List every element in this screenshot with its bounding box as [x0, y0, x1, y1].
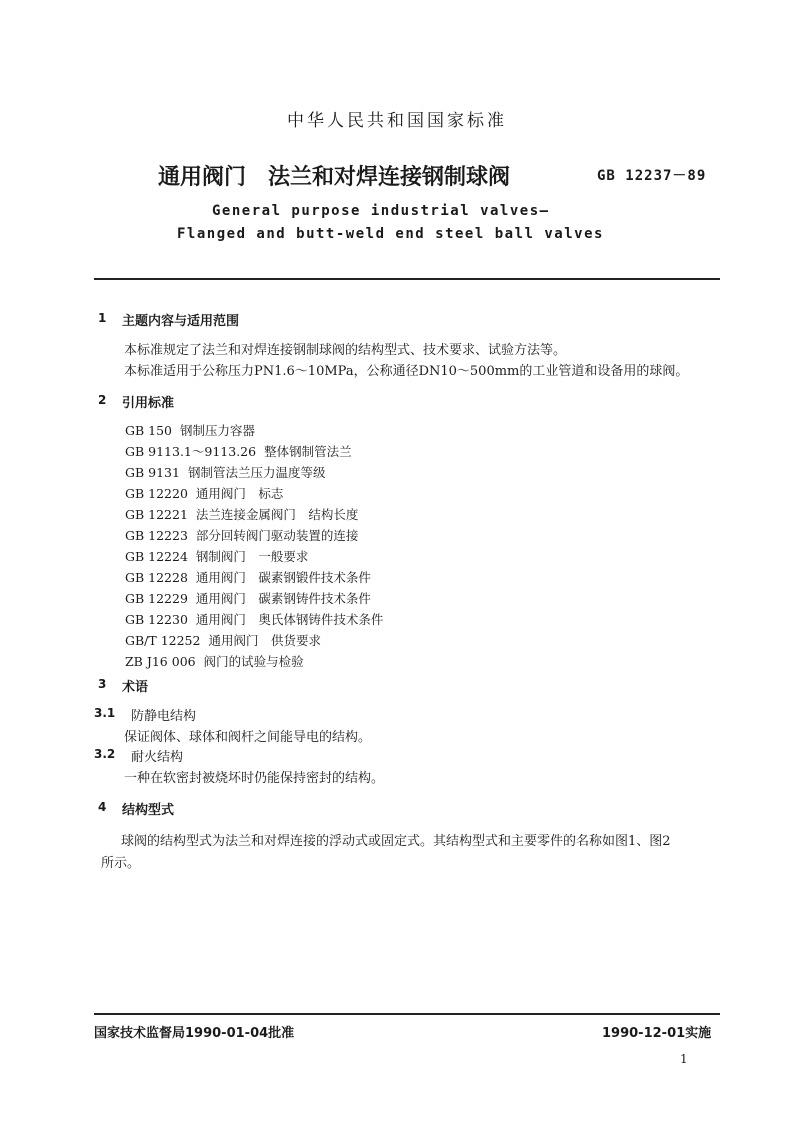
reference-item [125, 652, 304, 670]
reference-code: GB 12229 [125, 591, 188, 606]
section-2-number: 2 [98, 393, 107, 407]
reference-code: GB 9131 [125, 465, 180, 480]
document-title-en-line1: General purpose industrial valves— [212, 203, 550, 219]
reference-code: GB 12220 [125, 486, 188, 501]
document-title-en-line2: Flanged and butt-weld end steel ball valves [177, 226, 604, 242]
section-3-number: 3 [98, 677, 107, 691]
reference-title: 通用阀门 碳素钢铸件技术条件 [195, 591, 371, 606]
reference-code: GB 150 [125, 423, 173, 438]
section-4-title: 结构型式 [122, 803, 175, 818]
header-divider [94, 278, 720, 280]
reference-title: 通用阀门 奥氏体钢铸件技术条件 [195, 612, 384, 627]
reference-item [125, 505, 358, 523]
reference-code: GB 9113.1～9113.26 [125, 444, 257, 459]
section-1-para-2: 本标准适用于公称压力PN1.6～10MPa，公称通径DN10～500mm的工业管道和设备用的球阀。 [124, 364, 689, 379]
section-3-title: 术语 [122, 680, 149, 695]
reference-title: 钢制阀门 一般要求 [195, 549, 309, 564]
reference-title: 通用阀门 标志 [195, 486, 284, 501]
term-3-2-number: 3.2 [94, 747, 116, 761]
term-3-1-definition: 保证阀体、球体和阀杆之间能导电的结构。 [124, 730, 372, 745]
reference-item [125, 421, 255, 439]
reference-item [125, 484, 283, 502]
section-4-para-line-2: 所示。 [101, 856, 141, 871]
reference-title: 整体钢制管法兰 [264, 444, 352, 459]
section-1-title: 主题内容与适用范围 [122, 314, 240, 329]
approval-note: 国家技术监督局1990-01-04批准 [94, 1026, 295, 1041]
term-3-1-title: 防静电结构 [131, 709, 197, 724]
reference-item [125, 463, 325, 481]
reference-title: 部分回转阀门驱动装置的连接 [195, 528, 359, 543]
reference-code: ZB J16 006 [125, 654, 196, 669]
reference-title: 通用阀门 碳素钢锻件技术条件 [195, 570, 371, 585]
section-1-number: 1 [98, 311, 107, 325]
section-1-para-1: 本标准规定了法兰和对焊连接钢制球阀的结构型式、技术要求、试验方法等。 [124, 343, 567, 358]
effective-date: 1990-12-01实施 [602, 1026, 712, 1041]
reference-code: GB 12228 [125, 570, 188, 585]
reference-item [125, 568, 371, 586]
reference-title: 钢制压力容器 [180, 423, 256, 438]
footer-divider [94, 1013, 720, 1015]
term-3-2-definition: 一种在软密封被烧坏时仍能保持密封的结构。 [124, 771, 385, 786]
term-3-2-title: 耐火结构 [131, 750, 184, 765]
reference-code: GB 12224 [125, 549, 188, 564]
document-title-cn: 通用阀门 法兰和对焊连接钢制球阀 [158, 165, 511, 190]
reference-item [125, 589, 371, 607]
reference-item [125, 526, 358, 544]
national-standard-heading: 中华人民共和国国家标准 [287, 111, 507, 131]
section-2-title: 引用标准 [122, 396, 175, 411]
reference-title: 通用阀门 供货要求 [208, 633, 321, 648]
reference-item [125, 547, 308, 565]
reference-code: GB/T 12252 [125, 633, 201, 648]
reference-title: 阀门的试验与检验 [203, 654, 304, 669]
reference-title: 法兰连接金属阀门 结构长度 [195, 507, 359, 522]
section-4-number: 4 [98, 800, 107, 814]
reference-code: GB 12230 [125, 612, 188, 627]
reference-code: GB 12221 [125, 507, 188, 522]
reference-item [125, 631, 321, 649]
reference-code: GB 12223 [125, 528, 188, 543]
standard-number: GB 12237－89 [597, 168, 707, 184]
reference-item [125, 610, 383, 628]
section-4-para-line-1: 球阀的结构型式为法兰和对焊连接的浮动式或固定式。其结构型式和主要零件的名称如图1、图2 [121, 834, 671, 849]
term-3-1-number: 3.1 [94, 706, 116, 720]
reference-item [125, 442, 352, 460]
page-number: 1 [680, 1052, 688, 1066]
reference-title: 钢制管法兰压力温度等级 [187, 465, 326, 480]
